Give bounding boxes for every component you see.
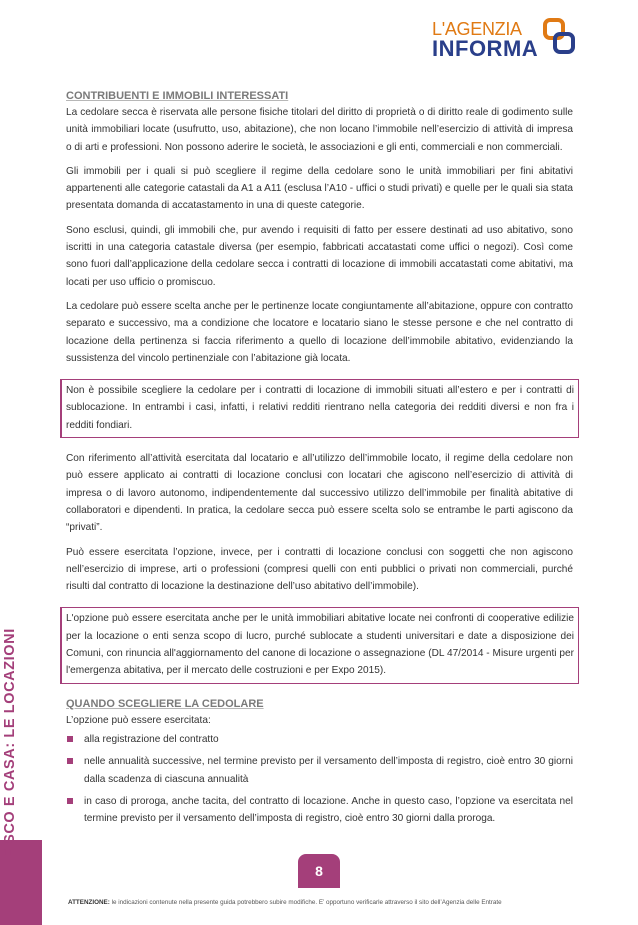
footer-text: le indicazioni contenute nella presente guida potrebbero subire modifiche. E’ opportuno verificarle attraverso il sito dell’Agenzia delle Entrate <box>109 899 502 906</box>
footer-note <box>68 899 608 906</box>
paragraph: La cedolare secca è riservata alle persone fisiche titolari del diritto di proprietà o di diritto reale di godimento sulle unità immobiliari locate (usufrutto, uso, abitazione), che non locano l’immobile nell’esercizio di attività di impresa o di arti e professioni. Non possono aderire le società, le associazioni e gli enti, commerciali e non commerciali. <box>66 107 573 153</box>
paragraph: Gli immobili per i quali si può scegliere il regime della cedolare sono le unità immobiliari per fini abitativi appartenenti alle categorie catastali da A1 a A11 (esclusa l’A10 - uffici o studi privati) e quelle per le quali sia stata presentata domanda di accatastamento in una di queste categorie. <box>66 165 573 212</box>
logo-line-2: INFORMA <box>432 36 539 61</box>
highlight-box-cooperative <box>60 607 579 683</box>
list-item <box>66 753 573 788</box>
paragraph: Con riferimento all’attività esercitata dal locatario e all’utilizzo dell’immobile locato, il regime della cedolare non può essere applicato ai contratti di locazione conclusi con locatari che agiscono nell’esercizio di attività di impresa o di lavoro autonomo, indipendentemente dal successivo utilizzo dell’immobile per finalità abitative di collaboratori e dipendenti. In pratica, la cedolare secca può essere scelta solo se entrambe le parti agiscono da “privati”. <box>66 453 573 534</box>
options-intro: L’opzione può essere esercitata: <box>66 714 211 726</box>
page-number-badge: 8 <box>298 854 340 888</box>
sidebar-section-label: FISCO E CASA: LE LOCAZIONI <box>2 628 18 858</box>
list-item-text: alla registrazione del contratto <box>84 733 219 745</box>
highlight-text: L'opzione può essere esercitata anche per le unità immobiliari abitative locate nei confronti di cooperative edilizie per la locazione o enti senza scopo di lucro, purché sublocate a studenti universitari e date a disposizione dei Comuni, con rinuncia all'aggiornamento del canone di locazione o assegnazione (DL 47/2014 - Misure urgenti per l'emergenza abitativa, per il mercato delle costruzioni e per Expo 2015). <box>66 613 574 677</box>
list-item-text: in caso di proroga, anche tacita, del contratto di locazione. Anche in questo caso, l’opzione va esercitata nel termine previsto per il versamento dell’imposta di registro, cioè entro 30 giorni dalla proroga. <box>84 795 573 825</box>
list-item <box>66 793 573 828</box>
options-list <box>66 731 573 827</box>
highlight-text: Non è possibile scegliere la cedolare per i contratti di locazione di immobili situati all’estero e per i contratti di sublocazione. In entrambi i casi, infatti, i relativi redditi rientrano nella categoria dei redditi diversi e non fra i redditi fondiari. <box>66 385 574 431</box>
paragraph: Sono esclusi, quindi, gli immobili che, pur avendo i requisiti di fatto per essere destinati ad uso abitativo, sono iscritti in una categoria catastale diversa (per esempio, fabbricati accatastati come uffici o negozi). Così come sono fuori dall’applicazione della cedolare secca i contratti di locazione di immobili accatastati come abitativi, ma locati per uso ufficio o promiscuo. <box>66 224 573 288</box>
paragraph: Può essere esercitata l’opzione, invece, per i contratti di locazione conclusi con soggetti che non agiscono nell’esercizio di imprese, arti o professioni (compresi quelli con enti pubblici o privati non commerciali, purché risulti dal contratto di locazione la destinazione dell’uso abitativo dell’immobile). <box>66 546 573 593</box>
list-item-text: nelle annualità successive, nel termine previsto per il versamento dell’imposta di registro, cioè entro 30 giorni dalla scadenza di ciascuna annualità <box>84 756 573 785</box>
list-item <box>66 731 573 748</box>
main-content <box>66 90 573 832</box>
footer-attention-label: ATTENZIONE: <box>68 899 110 906</box>
square-bullet-icon <box>67 798 73 804</box>
section-heading-quando: QUANDO SCEGLIERE LA CEDOLARE <box>66 697 264 710</box>
agenzia-informa-logo <box>432 16 602 62</box>
section-heading-contribuenti: CONTRIBUENTI E IMMOBILI INTERESSATI <box>66 90 289 102</box>
logo-line-1: L'AGENZIA <box>432 19 522 39</box>
paragraph: La cedolare può essere scelta anche per le pertinenze locate congiuntamente all’abitazione, oppure con contratto separato e successivo, ma a condizione che locatore e locatario siano le stesse persone e che nel contratto di locazione della pertinenza si faccia riferimento a quello di locazione dell’immobile abitativo, evidenziando la sussistenza del vincolo pertinenziale con l’abitazione già locata. <box>66 300 573 364</box>
logo-mark-icon <box>543 18 577 58</box>
square-bullet-icon <box>67 758 73 764</box>
highlight-box-estero <box>60 379 579 438</box>
square-bullet-icon <box>67 736 73 742</box>
